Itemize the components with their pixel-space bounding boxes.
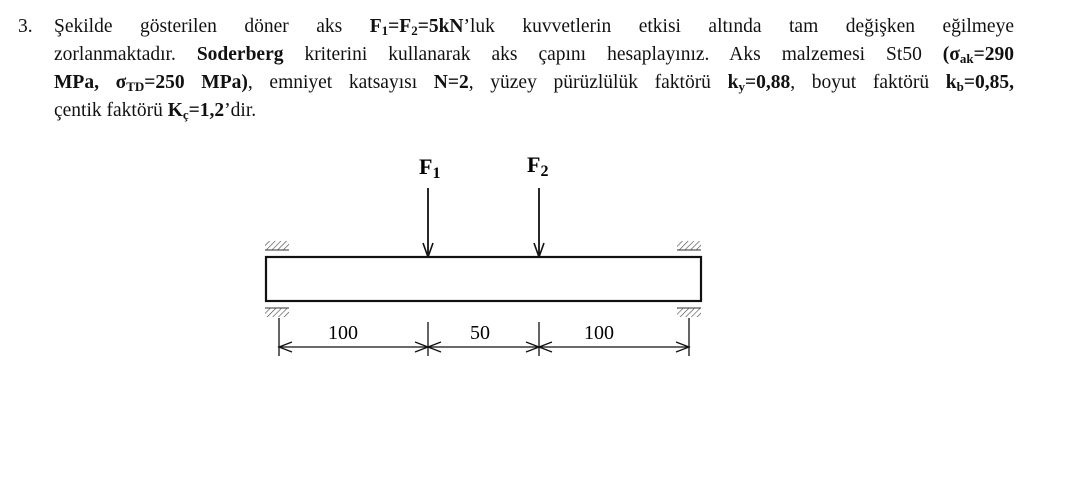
bearing-bottom-left [265,308,289,317]
safety-factor: N=2 [433,72,469,93]
problem-line-1 [54,13,1014,41]
dimension-label-right: 100 [584,322,614,344]
force-label-f2: F2 [527,152,549,180]
force-arrow-f2 [534,188,544,257]
shaft-figure [230,150,740,385]
text-fragment: ’luk kuvvetlerin etkisi altında tam değişken eğilmeye [463,16,1014,37]
dimension-label-left: 100 [328,322,358,344]
problem-line-4 [54,97,1014,125]
text-fragment: , emniyet katsayısı [247,72,434,93]
sigma-td: MPa, $\sigma_{TD}=250$ MPa) [54,72,248,94]
text-fragment: , boyut faktörü [790,72,946,93]
text-fragment: zorlanmaktadır. [54,44,197,65]
problem-line-3 [54,69,1014,97]
ky-factor: $k_y=0,88$ [727,72,791,94]
kc-factor: $K_ç=1,2$ [167,100,225,122]
force-label-f1: F1 [419,154,441,182]
bearing-top-left [265,241,289,250]
kb-factor: $k_b=0,85$, [945,72,1015,94]
text-fragment: kriterini kullanarak aks çapını hesaplayınız. Aks malzemesi St50 [283,44,943,65]
dimension-label-middle: 50 [470,322,490,344]
shaft-body [266,257,701,301]
criterion-name: Soderberg [196,44,284,65]
text-fragment: ’dir. [224,100,257,121]
force-values: $F_1=F_2=5kN$ [369,16,464,38]
text-fragment: , yüzey pürüzlülük faktörü [468,72,728,93]
bearing-bottom-right [677,308,701,317]
force-arrow-f1 [423,188,433,257]
bearing-top-right [677,241,701,250]
sigma-ak: ($\sigma_{ak}=290$ [942,44,1015,66]
text-fragment: Şekilde gösterilen döner aks [54,16,370,37]
problem-number: 3. [18,16,33,37]
problem-text [54,13,1014,125]
shaft-diagram [230,150,740,380]
text-fragment: çentik faktörü [54,100,168,121]
problem-line-2 [54,41,1014,69]
